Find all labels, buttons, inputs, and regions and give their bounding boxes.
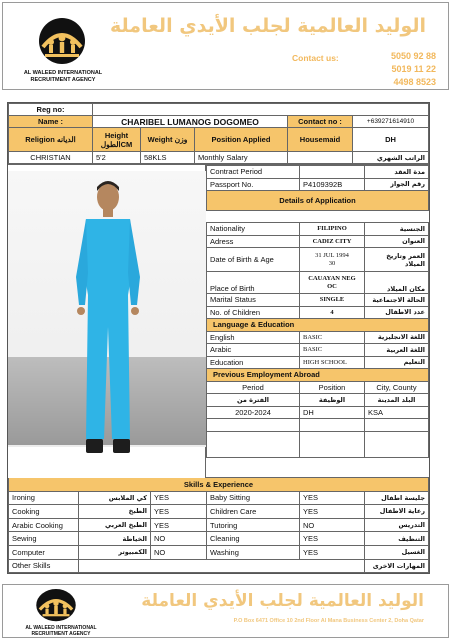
skill-label: Washing (207, 545, 300, 559)
details-section-title: Details of Application (207, 191, 429, 211)
pob-value: CAUAYAN NEG OC (300, 272, 365, 294)
footer-banner (2, 584, 449, 638)
education-arabic: التعليم (365, 356, 429, 369)
skill-value: YES (151, 505, 207, 519)
skill-row (9, 491, 429, 505)
candidate-photo (8, 165, 206, 478)
employment-position (300, 431, 365, 457)
position-header: Position (300, 381, 365, 394)
marital-label: Marital Status (207, 294, 300, 307)
height-value: 5'2 (93, 152, 141, 164)
skill-arabic: كي الملابس (79, 491, 151, 505)
period-header-arabic: الفترة من (207, 394, 300, 407)
skill-arabic: رعاية الاطفال (365, 505, 429, 519)
contact-no-value: +639271614910 (353, 116, 429, 128)
children-arabic: عدد الاطفال (365, 306, 429, 319)
employment-header-ar-row (207, 394, 429, 407)
employment-row (207, 431, 429, 457)
skill-arabic: الطبخ العربي (79, 518, 151, 532)
skill-arabic: الطبخ (79, 505, 151, 519)
nationality-arabic: الجنسية (365, 223, 429, 236)
education-label: Education (207, 356, 300, 369)
other-skills-row (9, 559, 429, 573)
employment-row (207, 406, 429, 419)
skill-row (9, 505, 429, 519)
pob-arabic: مكان الميلاد (365, 272, 429, 294)
position-header: Position Applied (195, 128, 288, 152)
footer-arabic-title: الوليد العالمية لجلب الأيدي العاملة (141, 591, 424, 611)
dob-label: Date of Birth & Age (207, 248, 300, 272)
salary-label: Monthly Salary (195, 152, 288, 164)
marital-value: SINGLE (300, 294, 365, 307)
skill-value: YES (300, 491, 365, 505)
english-label: English (207, 331, 300, 344)
city-country-header-arabic: البلد المدينة (365, 394, 429, 407)
skills-section-title: Skills & Experience (9, 478, 429, 492)
skill-value: YES (300, 545, 365, 559)
period-header: Period (207, 381, 300, 394)
weight-value: 58KLS (141, 152, 195, 164)
language-row (207, 331, 429, 344)
footer-address: P.O Box 6471 Office 10 2nd Floor Al Mana Business Center 2, Doha Qatar (233, 618, 424, 624)
contract-label: Contract Period (207, 166, 300, 179)
phone-3: 4498 8523 (393, 77, 436, 87)
skills-table (8, 477, 429, 573)
weight-header: Weight وزن (141, 128, 195, 152)
skill-value: YES (300, 505, 365, 519)
agency-name: AL WALEED INTERNATIONAL RECRUITMENT AGENCY (23, 70, 103, 83)
skill-label: Computer (9, 545, 79, 559)
skill-value: YES (300, 532, 365, 546)
dob-value: 31 JUL 1994 (315, 251, 349, 259)
skill-label: Baby Sitting (207, 491, 300, 505)
address-value: CADIZ CITY (300, 235, 365, 248)
agency-name: AL WALEED INTERNATIONAL RECRUITMENT AGENCY (25, 625, 97, 637)
contact-no-label: Contact no : (288, 116, 353, 128)
value-row (9, 152, 429, 164)
skill-arabic: التدريس (365, 518, 429, 532)
education-value: HIGH SCHOOL (300, 356, 365, 369)
passport-label: Passport No. (207, 178, 300, 191)
skill-label: Children Care (207, 505, 300, 519)
skill-arabic: الغسيل (365, 545, 429, 559)
religion-value: CHRISTIAN (9, 152, 93, 164)
skill-label: Sewing (9, 532, 79, 546)
marital-arabic: الحالة الاجتماعية (365, 294, 429, 307)
reg-label: Reg no: (9, 104, 93, 116)
salary-arabic: الراتب الشهري (353, 152, 429, 164)
passport-arabic: رقم الجواز (365, 178, 429, 191)
employment-header-row (207, 381, 429, 394)
arabic-arabic: اللغة العربية (365, 344, 429, 357)
housemaid-header: Housemaid (288, 128, 353, 152)
cv-sheet (7, 102, 430, 574)
top-info-table (8, 103, 429, 164)
skill-arabic: الكمبيوتر (79, 545, 151, 559)
arabic-agency-title: الوليد العالمية لجلب الأيدي العاملة (110, 15, 426, 37)
phone-numbers (391, 50, 436, 89)
children-label: No. of Children (207, 306, 300, 319)
skill-value: NO (151, 532, 207, 546)
name-row (9, 116, 429, 128)
details-panel (206, 165, 429, 477)
letterhead (2, 2, 449, 90)
candidate-figure (68, 177, 148, 467)
children-value: 4 (300, 306, 365, 319)
skill-arabic: جليسة اطفال (365, 491, 429, 505)
arabic-value: BASIC (300, 344, 365, 357)
dob-arabic: العمر وتاريخ الميلاد (365, 248, 429, 272)
contract-value (300, 166, 365, 179)
header-row (9, 128, 429, 152)
skill-value: YES (151, 491, 207, 505)
arabic-label: Arabic (207, 344, 300, 357)
language-section-title: Language & Education (207, 319, 429, 332)
phone-2: 5019 11 22 (391, 64, 436, 74)
city-country-header: City, County (365, 381, 429, 394)
skill-row (9, 518, 429, 532)
agency-logo (33, 17, 91, 67)
passport-value: P4109392B (300, 178, 365, 191)
contract-arabic: مدة العقد (365, 166, 429, 179)
skill-label: Tutoring (207, 518, 300, 532)
reg-value (93, 104, 429, 116)
nationality-label: Nationality (207, 223, 300, 236)
name-label: Name : (9, 116, 93, 128)
skill-label: Cooking (9, 505, 79, 519)
skill-arabic: الخياطة (79, 532, 151, 546)
language-row (207, 344, 429, 357)
employment-country (365, 431, 429, 457)
employment-country (365, 419, 429, 432)
photo-and-details (8, 164, 429, 477)
contact-label: Contact us: (292, 53, 339, 63)
phone-1: 5050 92 88 (390, 51, 436, 61)
employment-position (300, 419, 365, 432)
employment-period (207, 419, 300, 432)
religion-header: Religion الديانه (9, 128, 93, 152)
skill-value: NO (300, 518, 365, 532)
age-value: 30 (328, 259, 336, 267)
employment-row (207, 419, 429, 432)
employment-position: DH (300, 406, 365, 419)
english-value: BASIC (300, 331, 365, 344)
language-row (207, 356, 429, 369)
agency-logo (30, 588, 82, 624)
employment-country: KSA (365, 406, 429, 419)
salary-value (288, 152, 353, 164)
address-label: Adress (207, 235, 300, 248)
other-skills-label: Other Skills (9, 559, 79, 573)
skill-label: Ironing (9, 491, 79, 505)
employment-section-title: Previous Employment Abroad (207, 369, 429, 382)
employment-period (207, 431, 300, 457)
skill-row (9, 545, 429, 559)
english-arabic: اللغة الانجليزية (365, 331, 429, 344)
skill-arabic: التنظيف (365, 532, 429, 546)
nationality-value: FILIPINO (300, 223, 365, 236)
skill-value: YES (151, 518, 207, 532)
height-header: Height الطولCM (93, 128, 141, 152)
pob-label: Place of Birth (207, 272, 300, 294)
skill-value: NO (151, 545, 207, 559)
other-skills-arabic: المهارات الاخرى (365, 559, 429, 573)
skill-row (9, 532, 429, 546)
employment-period: 2020-2024 (207, 406, 300, 419)
reg-row (9, 104, 429, 116)
address-arabic: العنوان (365, 235, 429, 248)
skill-label: Arabic Cooking (9, 518, 79, 532)
name-value: CHARIBEL LUMANOG DOGOMEO (93, 116, 288, 128)
dh-value: DH (353, 128, 429, 152)
skill-label: Cleaning (207, 532, 300, 546)
details-table (206, 165, 429, 458)
position-header-arabic: الوظيفة (300, 394, 365, 407)
